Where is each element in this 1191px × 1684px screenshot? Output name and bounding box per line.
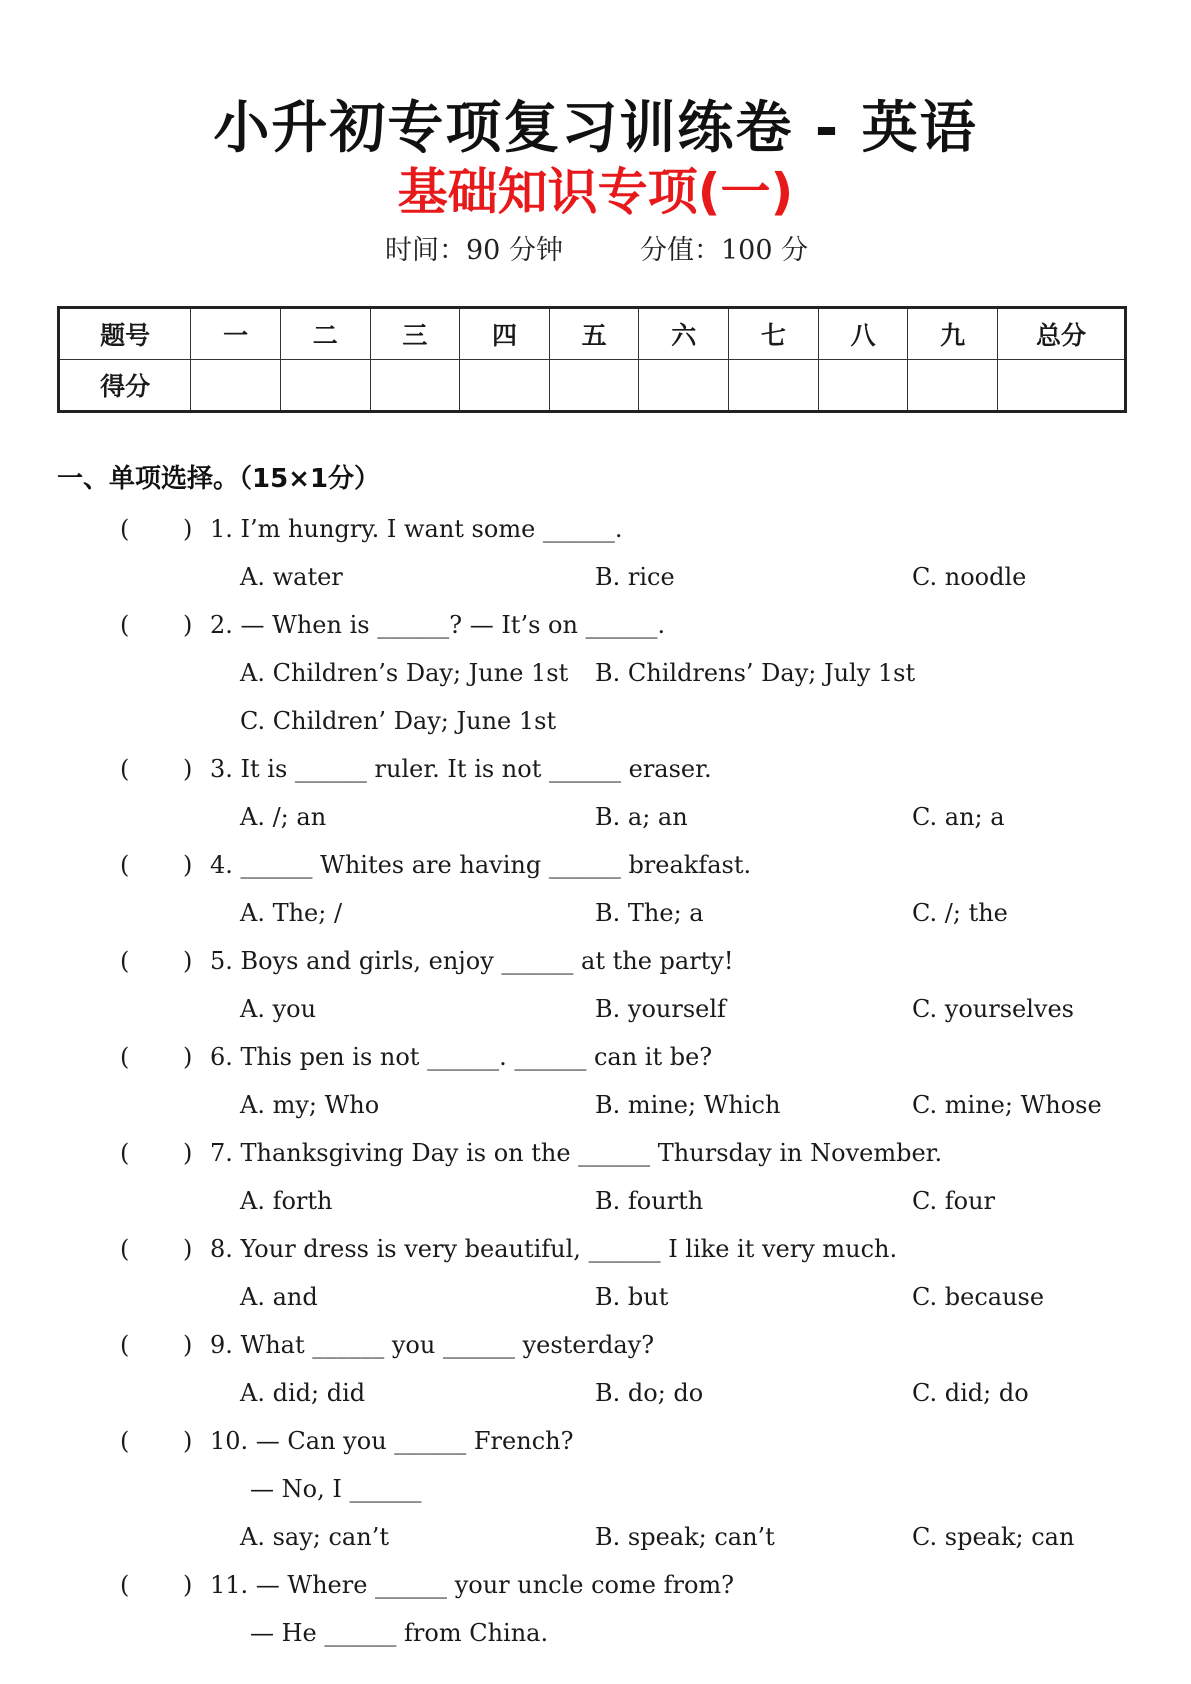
option-c: C. noodle [912, 563, 1027, 591]
answer-paren-close: ) [183, 611, 193, 639]
option-row [0, 1369, 1191, 1417]
answer-paren-open[interactable]: ( [120, 1331, 130, 1359]
option-b: B. do; do [595, 1379, 704, 1407]
option-a: A. forth [240, 1187, 333, 1215]
question-stem-row [0, 1129, 1191, 1177]
option-c: C. four [912, 1187, 996, 1215]
question-list [0, 505, 1191, 1657]
option-row [0, 1177, 1191, 1225]
score-table [57, 306, 1127, 413]
question-stem-row [0, 1417, 1191, 1465]
option-b: B. but [595, 1283, 669, 1311]
question-stem: 3. It is ______ ruler. It is not ______ eraser. [210, 755, 712, 783]
question-stem-row [0, 601, 1191, 649]
question-sub-row [0, 1465, 1191, 1513]
score-input-cell[interactable] [908, 360, 998, 412]
answer-paren-open[interactable]: ( [120, 947, 130, 975]
score-input-cell[interactable] [729, 360, 819, 412]
answer-paren-open[interactable]: ( [120, 1139, 130, 1167]
answer-paren-open[interactable]: ( [120, 1571, 130, 1599]
question-stem-row [0, 1561, 1191, 1609]
score-input-cell[interactable] [997, 360, 1125, 412]
option-c: C. an; a [912, 803, 1005, 831]
option-b: B. mine; Which [595, 1091, 781, 1119]
answer-paren-close: ) [183, 1043, 193, 1071]
question-stem: 1. I’m hungry. I want some ______. [210, 515, 623, 543]
answer-paren-open[interactable]: ( [120, 1427, 130, 1455]
question-stem: 6. This pen is not ______. ______ can it be? [210, 1043, 713, 1071]
score-input-cell[interactable] [639, 360, 729, 412]
answer-paren-open[interactable]: ( [120, 755, 130, 783]
score-table-header-row [59, 308, 1126, 360]
score-table-cell: 总分 [997, 308, 1125, 360]
option-c: C. Children’ Day; June 1st [240, 707, 557, 735]
answer-paren-close: ) [183, 1235, 193, 1263]
score-table-cell: 四 [460, 308, 550, 360]
score-input-cell[interactable] [460, 360, 550, 412]
section-title: 一、单项选择。（15×1分） [57, 464, 381, 494]
option-c: C. because [912, 1283, 1045, 1311]
option-a: A. did; did [240, 1379, 366, 1407]
option-row [0, 697, 1191, 745]
answer-paren-close: ) [183, 755, 193, 783]
option-a: A. Children’s Day; June 1st [240, 659, 569, 687]
option-row [0, 649, 1191, 697]
score-table-cell: 二 [280, 308, 370, 360]
score-table-cell: 得分 [59, 360, 191, 412]
option-a: A. my; Who [240, 1091, 380, 1119]
score-table-cell: 一 [191, 308, 281, 360]
answer-paren-close: ) [183, 1331, 193, 1359]
option-b: B. speak; can’t [595, 1523, 775, 1551]
answer-paren-open[interactable]: ( [120, 611, 130, 639]
question-stem: 7. Thanksgiving Day is on the ______ Thursday in November. [210, 1139, 943, 1167]
option-c: C. mine; Whose [912, 1091, 1102, 1119]
answer-paren-open[interactable]: ( [120, 515, 130, 543]
score-table-cell: 九 [908, 308, 998, 360]
question-sub-line: — No, I ______ [250, 1475, 422, 1503]
option-c: C. did; do [912, 1379, 1029, 1407]
question-stem: 4. ______ Whites are having ______ breakfast. [210, 851, 752, 879]
option-row [0, 985, 1191, 1033]
exam-time: 时间：90 分钟 [385, 235, 563, 266]
answer-paren-close: ) [183, 851, 193, 879]
option-c: C. yourselves [912, 995, 1074, 1023]
answer-paren-open[interactable]: ( [120, 1043, 130, 1071]
score-table-score-row [59, 360, 1126, 412]
question-stem-row [0, 841, 1191, 889]
question-stem: 11. — Where ______ your uncle come from? [210, 1571, 735, 1599]
score-input-cell[interactable] [818, 360, 908, 412]
score-input-cell[interactable] [549, 360, 639, 412]
option-b: B. fourth [595, 1187, 704, 1215]
option-row [0, 1273, 1191, 1321]
option-b: B. Childrens’ Day; July 1st [595, 659, 916, 687]
option-row [0, 1081, 1191, 1129]
question-stem-row [0, 1225, 1191, 1273]
question-sub-line: — He ______ from China. [250, 1619, 549, 1647]
option-row [0, 553, 1191, 601]
question-stem-row [0, 1321, 1191, 1369]
score-table-cell: 七 [729, 308, 819, 360]
option-a: A. /; an [240, 803, 327, 831]
answer-paren-close: ) [183, 515, 193, 543]
score-table-cell: 题号 [59, 308, 191, 360]
question-stem: 5. Boys and girls, enjoy ______ at the party! [210, 947, 734, 975]
score-table-cell: 六 [639, 308, 729, 360]
option-b: B. a; an [595, 803, 688, 831]
option-a: A. you [240, 995, 317, 1023]
answer-paren-close: ) [183, 1571, 193, 1599]
question-stem: 9. What ______ you ______ yesterday? [210, 1331, 655, 1359]
score-input-cell[interactable] [370, 360, 460, 412]
option-b: B. The; a [595, 899, 704, 927]
question-stem-row [0, 937, 1191, 985]
option-a: A. say; can’t [240, 1523, 389, 1551]
option-a: A. water [240, 563, 343, 591]
exam-score: 分值：100 分 [640, 235, 809, 266]
option-a: A. The; / [240, 899, 343, 927]
answer-paren-close: ) [183, 947, 193, 975]
answer-paren-close: ) [183, 1427, 193, 1455]
question-stem: 10. — Can you ______ French? [210, 1427, 574, 1455]
option-row [0, 889, 1191, 937]
question-stem: 8. Your dress is very beautiful, ______ I like it very much. [210, 1235, 898, 1263]
question-sub-row [0, 1609, 1191, 1657]
question-stem: 2. — When is ______? — It’s on ______. [210, 611, 666, 639]
question-stem-row [0, 505, 1191, 553]
option-row [0, 1513, 1191, 1561]
option-a: A. and [240, 1283, 318, 1311]
option-b: B. yourself [595, 995, 726, 1023]
option-c: C. /; the [912, 899, 1008, 927]
option-b: B. rice [595, 563, 675, 591]
question-stem-row [0, 1033, 1191, 1081]
page-subtitle: 基础知识专项(一) [397, 163, 794, 221]
score-table-cell: 三 [370, 308, 460, 360]
answer-paren-close: ) [183, 1139, 193, 1167]
answer-paren-open[interactable]: ( [120, 851, 130, 879]
score-input-cell[interactable] [280, 360, 370, 412]
score-table-cell: 五 [549, 308, 639, 360]
answer-paren-open[interactable]: ( [120, 1235, 130, 1263]
score-input-cell[interactable] [191, 360, 281, 412]
score-table-cell: 八 [818, 308, 908, 360]
option-c: C. speak; can [912, 1523, 1075, 1551]
question-stem-row [0, 745, 1191, 793]
page-title: 小升初专项复习训练卷 - 英语 [213, 96, 978, 161]
option-row [0, 793, 1191, 841]
